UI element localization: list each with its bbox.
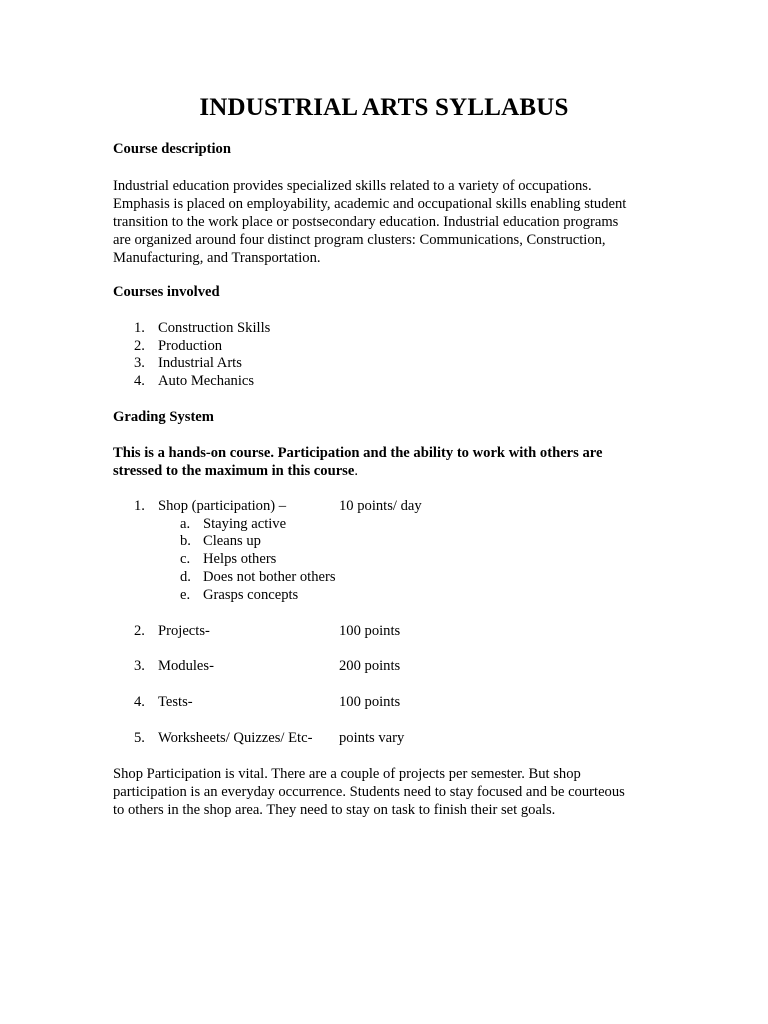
page-title: INDUSTRIAL ARTS SYLLABUS	[199, 94, 569, 121]
grading-intro-line: This is a hands-on course. Participation and the ability to work with others are	[113, 445, 603, 461]
sub-list-letter: a.	[180, 516, 191, 532]
paragraph-line: Manufacturing, and Transportation.	[113, 250, 321, 266]
list-number: 3.	[134, 355, 145, 371]
paragraph-line: transition to the work place or postsecondary education. Industrial education programs	[113, 214, 619, 230]
closing-paragraph	[113, 765, 625, 819]
courses-involved-heading: Courses involved	[113, 284, 220, 300]
grading-item-label: Shop (participation) –	[158, 498, 287, 514]
list-number: 3.	[134, 658, 145, 674]
sub-list-label: Cleans up	[203, 533, 261, 549]
sub-list-letter: d.	[180, 569, 191, 585]
list-label: Industrial Arts	[158, 355, 242, 371]
course-description-paragraph	[113, 177, 626, 267]
grading-intro-line: stressed to the maximum in this course	[113, 463, 355, 479]
grading-item-label: Tests-	[158, 694, 193, 710]
grading-item-points: 200 points	[339, 658, 401, 674]
paragraph-line: participation is an everyday occurrence. Students need to stay focused and be courteous	[113, 784, 625, 800]
list-number: 1.	[134, 498, 145, 514]
grading-item-label: Worksheets/ Quizzes/ Etc-	[158, 730, 313, 746]
paragraph-line: Emphasis is placed on employability, academic and occupational skills enabling student	[113, 196, 627, 212]
list-number: 2.	[134, 338, 145, 354]
list-number: 2.	[134, 623, 145, 639]
list-label: Construction Skills	[158, 320, 271, 336]
grading-item-points: 100 points	[339, 694, 401, 710]
course-description-heading: Course description	[113, 141, 231, 157]
list-number: 4.	[134, 694, 145, 710]
list-label: Auto Mechanics	[158, 373, 255, 389]
list-number: 1.	[134, 320, 145, 336]
grading-item-points: points vary	[339, 730, 405, 746]
list-label: Production	[158, 338, 223, 354]
grading-intro-period: .	[354, 463, 358, 479]
sub-list-label: Staying active	[203, 516, 287, 532]
grading-system-heading: Grading System	[113, 409, 214, 425]
paragraph-line: Industrial education provides specialized skills related to a variety of occupations.	[113, 178, 592, 194]
grading-item-label: Projects-	[158, 623, 210, 639]
sub-list-label: Does not bother others	[203, 569, 336, 585]
sub-list-label: Grasps concepts	[203, 587, 299, 603]
grading-item-label: Modules-	[158, 658, 214, 674]
paragraph-line: to others in the shop area. They need to stay on task to finish their set goals.	[113, 802, 556, 818]
sub-list-label: Helps others	[203, 551, 277, 567]
paragraph-line: Shop Participation is vital. There are a couple of projects per semester. But shop	[113, 766, 581, 782]
paragraph-line: are organized around four distinct program clusters: Communications, Construction,	[113, 232, 606, 248]
grading-item-points: 10 points/ day	[339, 498, 422, 514]
list-number: 5.	[134, 730, 145, 746]
sub-list-letter: b.	[180, 533, 191, 549]
grading-intro	[113, 444, 602, 480]
list-number: 4.	[134, 373, 145, 389]
sub-list-letter: c.	[180, 551, 191, 567]
sub-list-letter: e.	[180, 587, 191, 603]
grading-item-points: 100 points	[339, 623, 401, 639]
